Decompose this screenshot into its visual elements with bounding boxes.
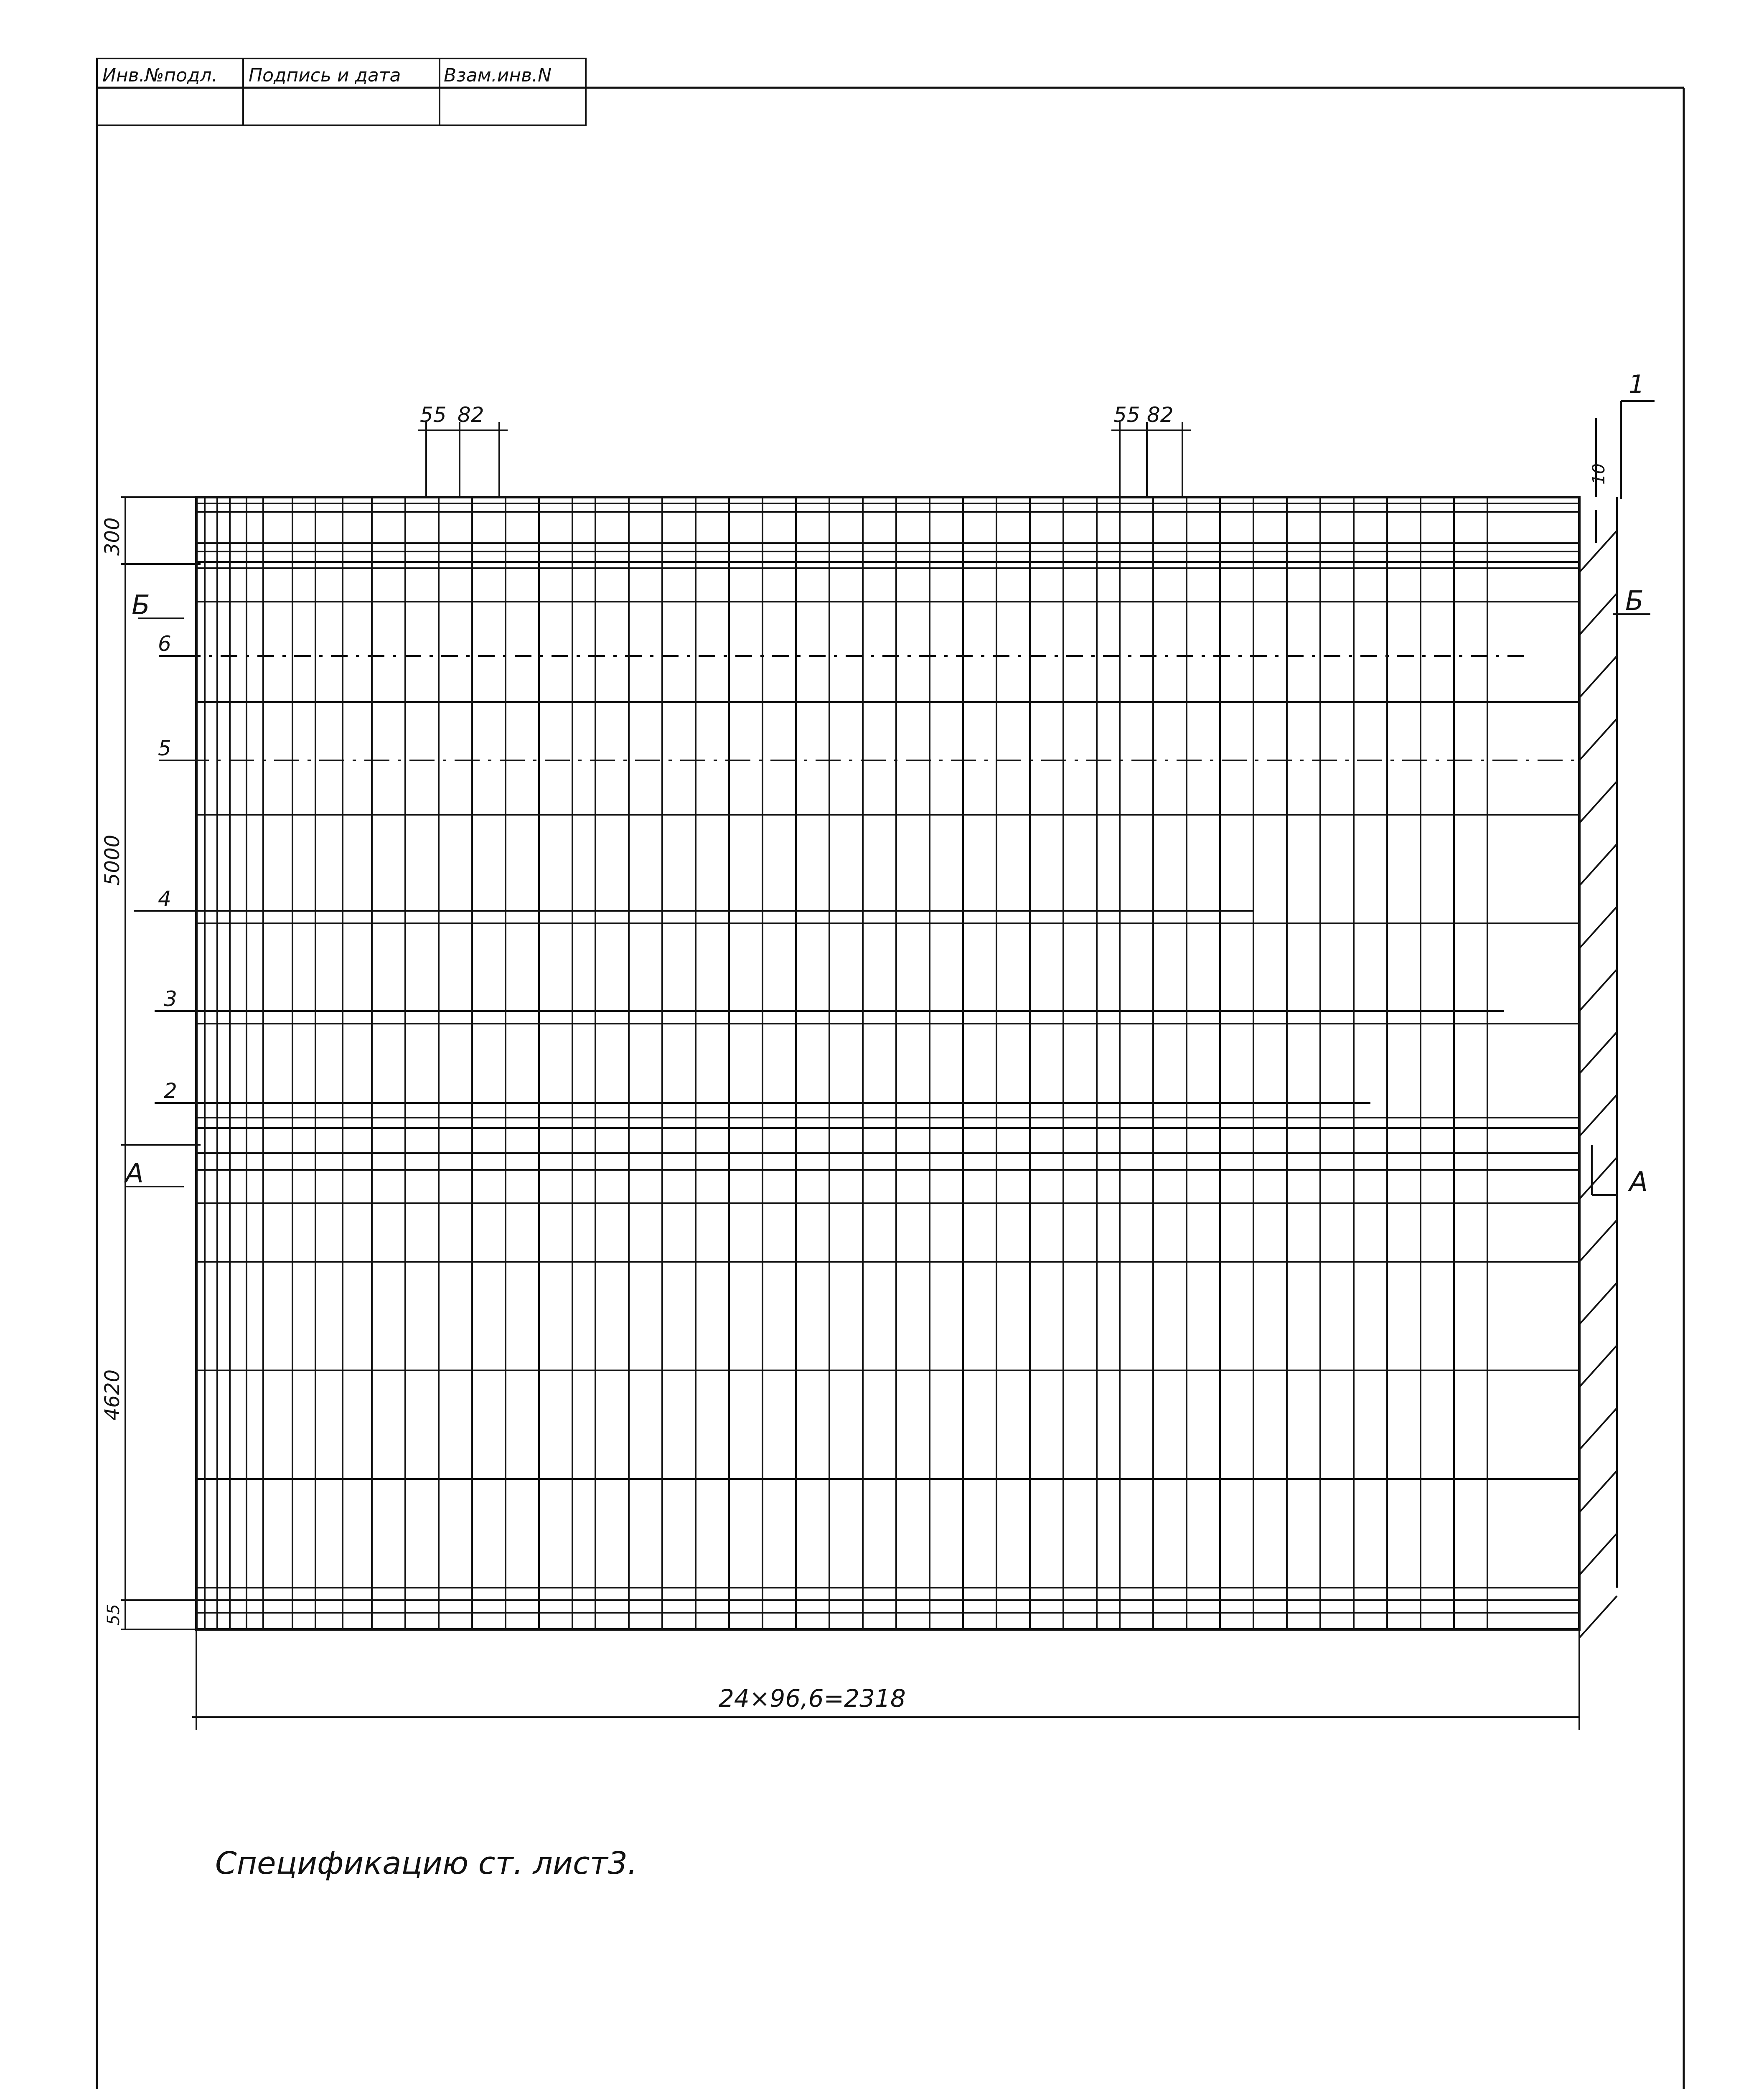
dim-300: 300 [101,517,124,556]
stamp-cell-signature: Подпись и дата [249,65,401,86]
bottom-dim: 24×96,6=2318 [719,1684,906,1713]
mesh-bar [1579,1596,1617,1638]
section-b-right-label: Б [1625,586,1644,617]
stamp-cell-inv: Инв.№подл. [102,65,218,86]
top-dim-right-55: 55 [1113,403,1140,427]
top-dim-left-82: 82 [458,403,484,427]
side-diagonal-bars [1579,497,1617,1638]
row-label-4: 4 [158,887,171,911]
vertical-bars [205,497,1487,1629]
mesh-bar [1579,719,1617,760]
horizontal-bars [196,503,1579,1613]
mesh-bar [1579,593,1617,635]
mesh-bar [1579,531,1617,572]
mesh-bar [1579,1408,1617,1450]
mesh-bar [1579,907,1617,948]
mesh-bar [1579,1471,1617,1512]
mesh-bar [1579,844,1617,886]
bottom-dimension-line [192,1629,1579,1730]
section-a-right-label: А [1629,1166,1648,1197]
leader-num-1: 1 [1629,370,1645,399]
left-dimension-lines [121,497,201,1629]
mesh-bar [1579,1095,1617,1136]
mesh-bar [1579,1032,1617,1074]
section-b-left-label: Б [132,590,150,621]
right-dim-10: 10 [1589,463,1609,485]
row-label-5: 5 [158,736,171,760]
drawing-frame [97,88,1684,2089]
dim-55: 55 [104,1604,123,1625]
mesh-bar [1579,1345,1617,1387]
mesh-bar [1579,656,1617,698]
row-label-6: 6 [158,632,171,656]
mesh-bar [1579,1157,1617,1199]
section-a-left-label: А [125,1158,144,1189]
top-dimension-lines [418,422,1191,497]
mesh-bar [1579,1283,1617,1324]
mesh-bar [1579,1533,1617,1575]
dim-5000: 5000 [101,834,124,886]
stamp-cell-replaced: Взам.инв.N [444,65,552,86]
mesh-bar [1579,781,1617,823]
top-dim-right-82: 82 [1147,403,1174,427]
reinforcement-mesh [184,497,1617,1638]
dim-4620: 4620 [101,1369,124,1421]
row-label-2: 2 [164,1079,177,1103]
mesh-bar [1579,1220,1617,1262]
specification-note: Спецификацию ст. лист3. [215,1845,638,1881]
row-label-3: 3 [164,987,177,1011]
top-dim-left-55: 55 [420,403,447,427]
mesh-bar [1579,969,1617,1011]
